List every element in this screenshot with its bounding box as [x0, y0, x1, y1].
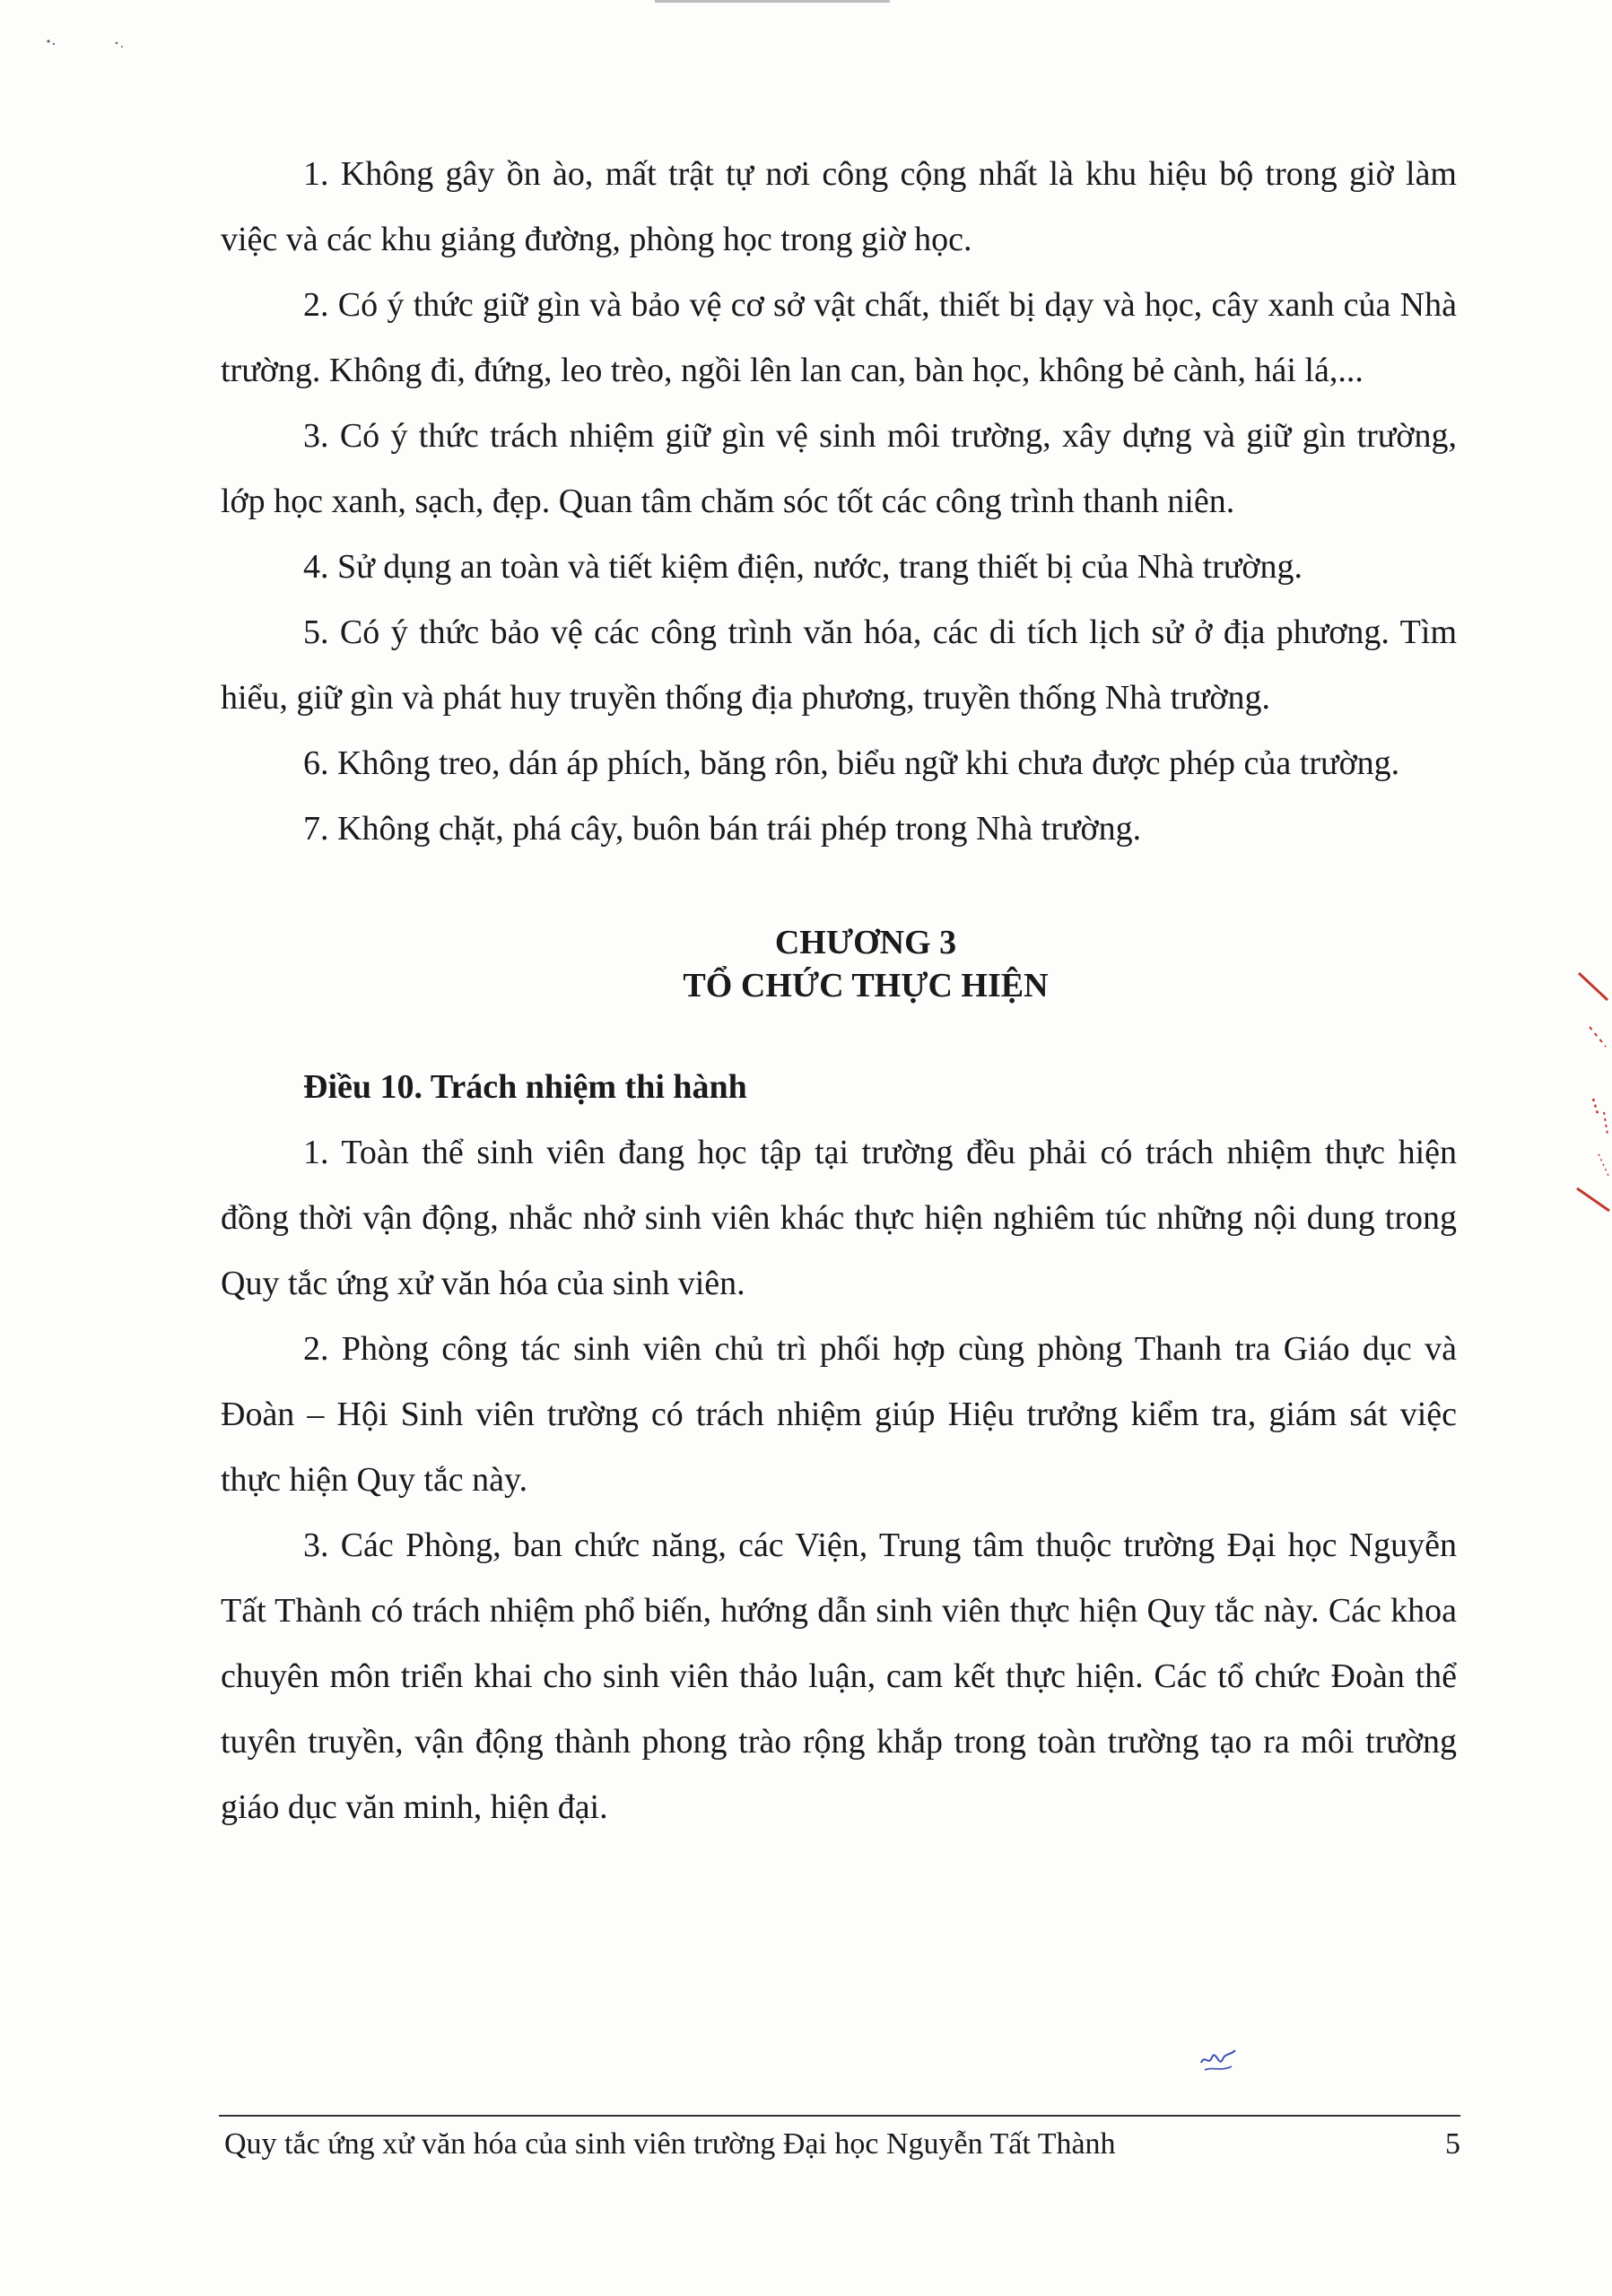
main-content	[221, 142, 1457, 1840]
page-number: 5	[1445, 2127, 1460, 2161]
paragraph-article-2: 2. Phòng công tác sinh viên chủ trì phối hợp cùng phòng Thanh tra Giáo dục và Đoàn – Hội Sinh viên trường có trách nhiệm giúp Hiệu trưởng kiểm tra, giám sát việc thực hiện Quy tắc này.	[221, 1330, 1457, 1499]
footer-title: Quy tắc ứng xử văn hóa của sinh viên trường Đại học Nguyễn Tất Thành	[224, 2127, 1116, 2161]
article-title: Điều 10. Trách nhiệm thi hành	[303, 1068, 747, 1106]
paragraph-rule-7: 7. Không chặt, phá cây, buôn bán trái phép trong Nhà trường.	[303, 810, 1142, 848]
scan-edge-line	[655, 0, 890, 3]
footer-row	[219, 2127, 1460, 2161]
page-footer	[219, 2115, 1460, 2161]
paragraph-rule-3: 3. Có ý thức trách nhiệm giữ gìn vệ sinh môi trường, xây dựng và giữ gìn trường, lớp học xanh, sạch, đẹp. Quan tâm chăm sóc tốt các công trình thanh niên.	[221, 417, 1457, 520]
footer-divider	[219, 2115, 1460, 2117]
paragraph-rule-1: 1. Không gây ồn ào, mất trật tự nơi công cộng nhất là khu hiệu bộ trong giờ làm việc và các khu giảng đường, phòng học trong giờ học.	[221, 155, 1457, 258]
chapter-heading	[221, 921, 1457, 1007]
chapter-title: TỔ CHỨC THỰC HIỆN	[683, 967, 1049, 1004]
paragraph-rule-6: 6. Không treo, dán áp phích, băng rôn, biểu ngữ khi chưa được phép của trường.	[303, 744, 1400, 782]
paragraph-rule-4: 4. Sử dụng an toàn và tiết kiệm điện, nước, trang thiết bị của Nhà trường.	[303, 548, 1303, 586]
red-stamp-edge	[1572, 964, 1612, 1215]
initials-signature	[1196, 2036, 1241, 2076]
paragraph-rule-5: 5. Có ý thức bảo vệ các công trình văn hóa, các di tích lịch sử ở địa phương. Tìm hiểu, giữ gìn và phát huy truyền thống địa phương, truyền thống Nhà trường.	[221, 613, 1457, 717]
paragraph-article-3: 3. Các Phòng, ban chức năng, các Viện, Trung tâm thuộc trường Đại học Nguyễn Tất Thành có trách nhiệm phổ biến, hướng dẫn sinh viên thực hiện Quy tắc này. Các khoa chuyên môn triển khai cho sinh viên thảo luận, cam kết thực hiện. Các tổ chức Đoàn thể tuyên truyền, vận động thành phong trào rộng khắp trong toàn trường tạo ra môi trường giáo dục văn minh, hiện đại.	[221, 1526, 1457, 1826]
paragraph-article-1: 1. Toàn thể sinh viên đang học tập tại trường đều phải có trách nhiệm thực hiện đồng thời vận động, nhắc nhở sinh viên khác thực hiện nghiêm túc những nội dung trong Quy tắc ứng xử văn hóa của sinh viên.	[221, 1134, 1457, 1302]
chapter-number: CHƯƠNG 3	[774, 924, 957, 961]
scan-specks	[43, 36, 151, 54]
paragraph-rule-2: 2. Có ý thức giữ gìn và bảo vệ cơ sở vật chất, thiết bị dạy và học, cây xanh của Nhà trường. Không đi, đứng, leo trèo, ngồi lên lan can, bàn học, không bẻ cành, hái lá,...	[221, 286, 1457, 389]
